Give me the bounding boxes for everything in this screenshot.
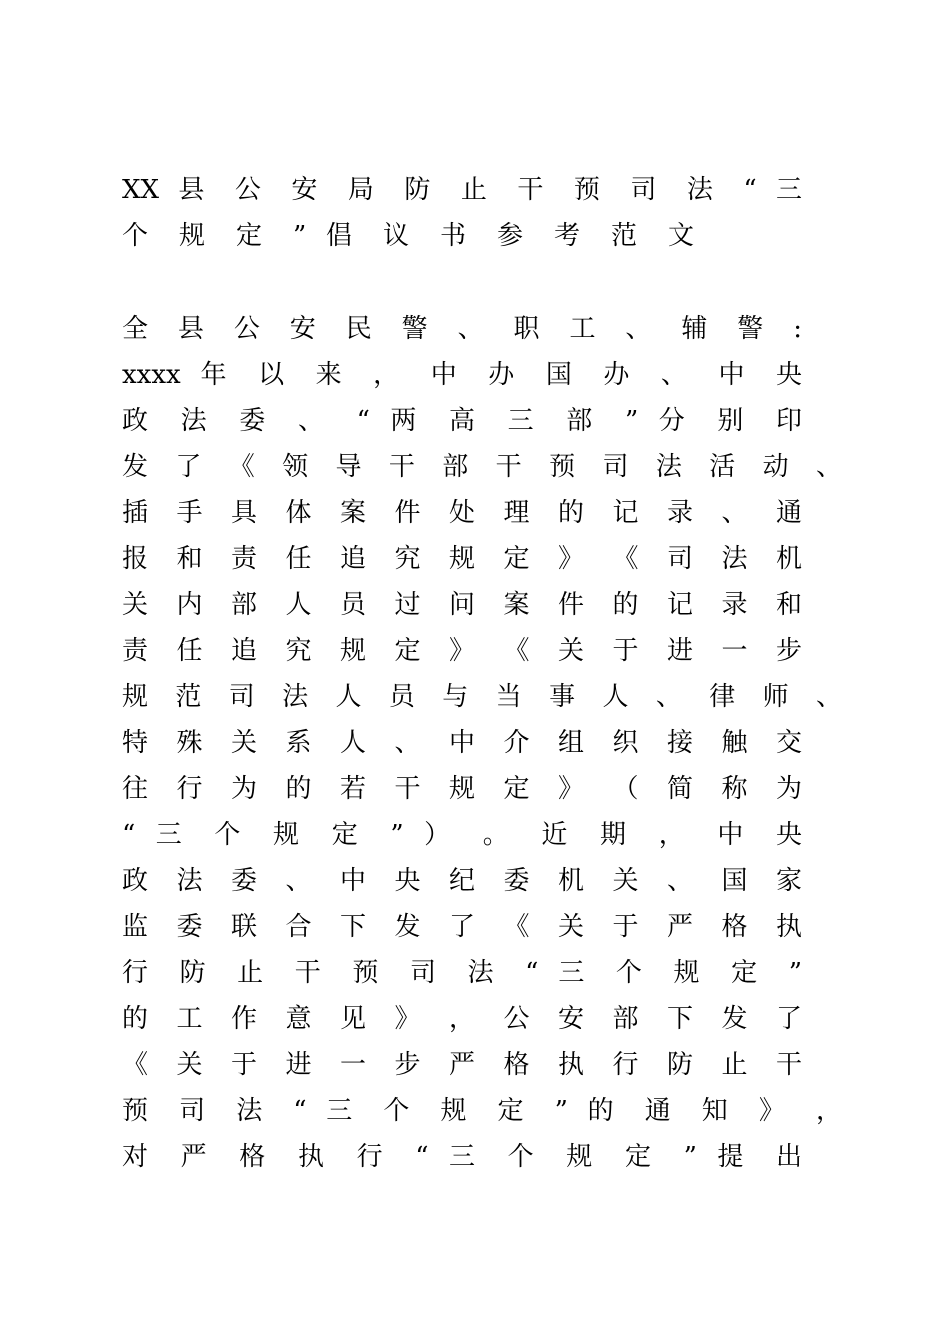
body-line: 插 手 具 体 案 件 处 理 的 记 录 、 通 [122,498,802,528]
body-line: 监 委 联 合 下 发 了 《 关 于 严 格 执 [122,912,802,942]
body-line: 行 防 止 干 预 司 法 “ 三 个 规 定 ” [122,958,802,988]
body-line: xxxx 年 以 来 ， 中 办 国 办 、 中 央 [122,360,802,390]
body-line: “ 三 个 规 定 ” ） 。 近 期 ， 中 央 [122,820,802,850]
title-line-1: XX 县 公 安 局 防 止 干 预 司 法 “ 三 [122,175,802,205]
body-line: 政 法 委 、 中 央 纪 委 机 关 、 国 家 [122,866,802,896]
body-line: 规 范 司 法 人 员 与 当 事 人 、 律 师 、 [122,682,842,712]
body-line: 往 行 为 的 若 干 规 定 》 （ 简 称 为 [122,774,802,804]
body-line: 预 司 法 “ 三 个 规 定 ” 的 通 知 》 ， [122,1096,842,1126]
body-line: 责 任 追 究 规 定 》 《 关 于 进 一 步 [122,636,802,666]
body-line: 关 内 部 人 员 过 问 案 件 的 记 录 和 [122,590,802,620]
body-line: 对 严 格 执 行 “ 三 个 规 定 ” 提 出 [122,1142,802,1172]
body-line: 报 和 责 任 追 究 规 定 》 《 司 法 机 [122,544,802,574]
body-line: 发 了 《 领 导 干 部 干 预 司 法 活 动 、 [122,452,842,482]
body-line-salutation: 全 县 公 安 民 警 、 职 工 、 辅 警 : [122,314,802,344]
body-line: 政 法 委 、 “ 两 高 三 部 ” 分 别 印 [122,406,802,436]
title-line-2: 个 规 定 ” 倡 议 书 参 考 范 文 [122,221,694,251]
body-line: 的 工 作 意 见 》 ， 公 安 部 下 发 了 [122,1004,802,1034]
body-line: 《 关 于 进 一 步 严 格 执 行 防 止 干 [122,1050,802,1080]
body-line: 特 殊 关 系 人 、 中 介 组 织 接 触 交 [122,728,802,758]
